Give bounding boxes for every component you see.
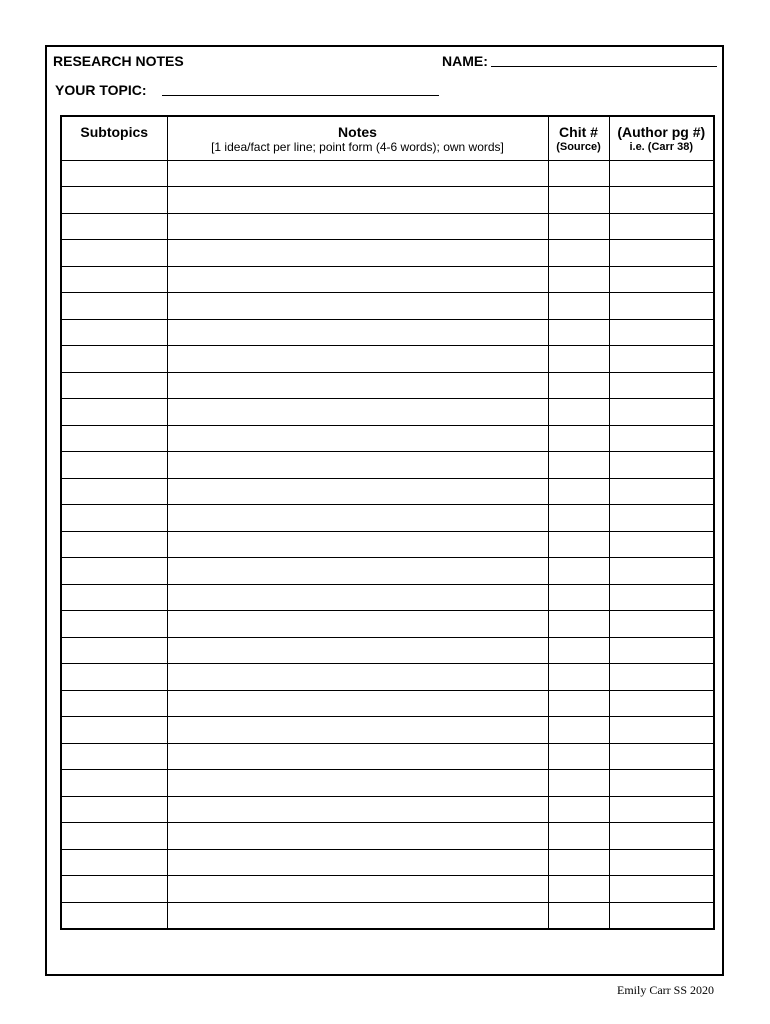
table-row xyxy=(61,717,714,744)
table-row xyxy=(61,266,714,293)
table-row xyxy=(61,240,714,267)
table-row xyxy=(61,743,714,770)
footer-credit: Emily Carr SS 2020 xyxy=(616,983,714,997)
chit-cell[interactable] xyxy=(548,690,609,717)
subtopic-cell[interactable] xyxy=(61,664,167,691)
subtopic-cell[interactable] xyxy=(61,372,167,399)
topic-field-line[interactable] xyxy=(162,95,439,96)
chit-cell[interactable] xyxy=(548,664,609,691)
author-page-cell[interactable] xyxy=(609,584,714,611)
subtopic-cell[interactable] xyxy=(61,690,167,717)
author-page-cell[interactable] xyxy=(609,160,714,187)
name-field-line[interactable] xyxy=(491,66,717,67)
column-title: Notes xyxy=(338,124,377,140)
chit-column-header xyxy=(548,116,609,160)
chit-cell[interactable] xyxy=(548,505,609,532)
column-title: Subtopics xyxy=(80,124,149,140)
subtopic-cell[interactable] xyxy=(61,213,167,240)
table-row xyxy=(61,902,714,929)
table-row xyxy=(61,823,714,850)
note-cell[interactable] xyxy=(167,425,548,452)
note-cell[interactable] xyxy=(167,319,548,346)
author-page-cell[interactable] xyxy=(609,478,714,505)
chit-cell[interactable] xyxy=(548,770,609,797)
subtopics-column-header xyxy=(61,116,167,160)
author-page-cell[interactable] xyxy=(609,240,714,267)
subtopic-cell[interactable] xyxy=(61,743,167,770)
subtopic-cell[interactable] xyxy=(61,796,167,823)
note-cell[interactable] xyxy=(167,187,548,214)
subtopic-cell[interactable] xyxy=(61,160,167,187)
note-cell[interactable] xyxy=(167,478,548,505)
author-page-cell[interactable] xyxy=(609,187,714,214)
table-row xyxy=(61,796,714,823)
note-cell[interactable] xyxy=(167,213,548,240)
author-page-cell[interactable] xyxy=(609,372,714,399)
chit-cell[interactable] xyxy=(548,743,609,770)
table-row xyxy=(61,611,714,638)
author-page-cell[interactable] xyxy=(609,505,714,532)
author-page-cell[interactable] xyxy=(609,664,714,691)
name-label: NAME: xyxy=(442,53,488,69)
note-cell[interactable] xyxy=(167,849,548,876)
chit-cell[interactable] xyxy=(548,425,609,452)
note-cell[interactable] xyxy=(167,452,548,479)
note-cell[interactable] xyxy=(167,796,548,823)
author-page-cell[interactable] xyxy=(609,690,714,717)
subtopic-cell[interactable] xyxy=(61,399,167,426)
table-row xyxy=(61,637,714,664)
author-page-cell[interactable] xyxy=(609,266,714,293)
author-page-cell[interactable] xyxy=(609,452,714,479)
subtopic-cell[interactable] xyxy=(61,558,167,585)
subtopic-cell[interactable] xyxy=(61,240,167,267)
note-cell[interactable] xyxy=(167,743,548,770)
table-row xyxy=(61,187,714,214)
chit-cell[interactable] xyxy=(548,266,609,293)
column-title: Chit # xyxy=(559,124,598,140)
chit-cell[interactable] xyxy=(548,876,609,903)
chit-cell[interactable] xyxy=(548,611,609,638)
chit-cell[interactable] xyxy=(548,796,609,823)
chit-cell[interactable] xyxy=(548,637,609,664)
note-cell[interactable] xyxy=(167,240,548,267)
table-row xyxy=(61,213,714,240)
author-page-cell[interactable] xyxy=(609,319,714,346)
note-cell[interactable] xyxy=(167,717,548,744)
notes-column-header xyxy=(167,116,548,160)
note-cell[interactable] xyxy=(167,611,548,638)
author-page-cell[interactable] xyxy=(609,902,714,929)
table-row xyxy=(61,160,714,187)
note-cell[interactable] xyxy=(167,266,548,293)
table-row xyxy=(61,372,714,399)
chit-cell[interactable] xyxy=(548,558,609,585)
note-cell[interactable] xyxy=(167,637,548,664)
subtopic-cell[interactable] xyxy=(61,293,167,320)
note-cell[interactable] xyxy=(167,770,548,797)
topic-label: YOUR TOPIC: xyxy=(55,82,147,98)
table-row xyxy=(61,399,714,426)
author-page-cell[interactable] xyxy=(609,743,714,770)
chit-cell[interactable] xyxy=(548,293,609,320)
author-page-cell[interactable] xyxy=(609,425,714,452)
table-row xyxy=(61,876,714,903)
author-page-cell[interactable] xyxy=(609,717,714,744)
subtopic-cell[interactable] xyxy=(61,531,167,558)
author-page-cell[interactable] xyxy=(609,531,714,558)
note-cell[interactable] xyxy=(167,346,548,373)
note-cell[interactable] xyxy=(167,293,548,320)
subtopic-cell[interactable] xyxy=(61,266,167,293)
subtopic-cell[interactable] xyxy=(61,505,167,532)
chit-cell[interactable] xyxy=(548,452,609,479)
column-title: (Author pg #) xyxy=(617,124,706,140)
chit-cell[interactable] xyxy=(548,584,609,611)
author-page-cell[interactable] xyxy=(609,876,714,903)
table-row xyxy=(61,505,714,532)
subtopic-cell[interactable] xyxy=(61,425,167,452)
chit-cell[interactable] xyxy=(548,902,609,929)
subtopic-cell[interactable] xyxy=(61,902,167,929)
author-page-column-header xyxy=(609,116,714,160)
table-row xyxy=(61,478,714,505)
subtopic-cell[interactable] xyxy=(61,717,167,744)
subtopic-cell[interactable] xyxy=(61,452,167,479)
chit-cell[interactable] xyxy=(548,823,609,850)
subtopic-cell[interactable] xyxy=(61,770,167,797)
note-cell[interactable] xyxy=(167,558,548,585)
note-cell[interactable] xyxy=(167,399,548,426)
table-row xyxy=(61,452,714,479)
table-header-row xyxy=(61,116,714,160)
column-subtitle: (Source) xyxy=(556,141,601,153)
chit-cell[interactable] xyxy=(548,849,609,876)
table-row xyxy=(61,319,714,346)
chit-cell[interactable] xyxy=(548,531,609,558)
author-page-cell[interactable] xyxy=(609,637,714,664)
chit-cell[interactable] xyxy=(548,213,609,240)
subtopic-cell[interactable] xyxy=(61,637,167,664)
chit-cell[interactable] xyxy=(548,399,609,426)
note-cell[interactable] xyxy=(167,823,548,850)
chit-cell[interactable] xyxy=(548,346,609,373)
subtopic-cell[interactable] xyxy=(61,478,167,505)
author-page-cell[interactable] xyxy=(609,770,714,797)
table-body xyxy=(61,160,714,929)
note-cell[interactable] xyxy=(167,690,548,717)
note-cell[interactable] xyxy=(167,505,548,532)
note-cell[interactable] xyxy=(167,584,548,611)
subtopic-cell[interactable] xyxy=(61,187,167,214)
subtopic-cell[interactable] xyxy=(61,319,167,346)
table-row xyxy=(61,531,714,558)
chit-cell[interactable] xyxy=(548,187,609,214)
subtopic-cell[interactable] xyxy=(61,849,167,876)
author-page-cell[interactable] xyxy=(609,558,714,585)
table-row xyxy=(61,584,714,611)
note-cell[interactable] xyxy=(167,664,548,691)
subtopic-cell[interactable] xyxy=(61,876,167,903)
table-row xyxy=(61,425,714,452)
subtopic-cell[interactable] xyxy=(61,611,167,638)
subtopic-cell[interactable] xyxy=(61,584,167,611)
note-cell[interactable] xyxy=(167,160,548,187)
author-page-cell[interactable] xyxy=(609,213,714,240)
research-notes-table xyxy=(60,115,715,930)
worksheet-title: RESEARCH NOTES xyxy=(53,53,184,69)
subtopic-cell[interactable] xyxy=(61,823,167,850)
subtopic-cell[interactable] xyxy=(61,346,167,373)
table-row xyxy=(61,346,714,373)
chit-cell[interactable] xyxy=(548,372,609,399)
author-page-cell[interactable] xyxy=(609,823,714,850)
author-page-cell[interactable] xyxy=(609,796,714,823)
table-row xyxy=(61,690,714,717)
author-page-cell[interactable] xyxy=(609,399,714,426)
table-row xyxy=(61,770,714,797)
note-cell[interactable] xyxy=(167,876,548,903)
note-cell[interactable] xyxy=(167,372,548,399)
column-subtitle: [1 idea/fact per line; point form (4-6 words); own words] xyxy=(211,140,504,154)
table-row xyxy=(61,664,714,691)
chit-cell[interactable] xyxy=(548,319,609,346)
author-page-cell[interactable] xyxy=(609,611,714,638)
table-row xyxy=(61,558,714,585)
table-row xyxy=(61,293,714,320)
note-cell[interactable] xyxy=(167,531,548,558)
chit-cell[interactable] xyxy=(548,478,609,505)
column-subtitle: i.e. (Carr 38) xyxy=(629,141,694,153)
author-page-cell[interactable] xyxy=(609,346,714,373)
chit-cell[interactable] xyxy=(548,160,609,187)
author-page-cell[interactable] xyxy=(609,293,714,320)
table-row xyxy=(61,849,714,876)
author-page-cell[interactable] xyxy=(609,849,714,876)
note-cell[interactable] xyxy=(167,902,548,929)
chit-cell[interactable] xyxy=(548,717,609,744)
chit-cell[interactable] xyxy=(548,240,609,267)
